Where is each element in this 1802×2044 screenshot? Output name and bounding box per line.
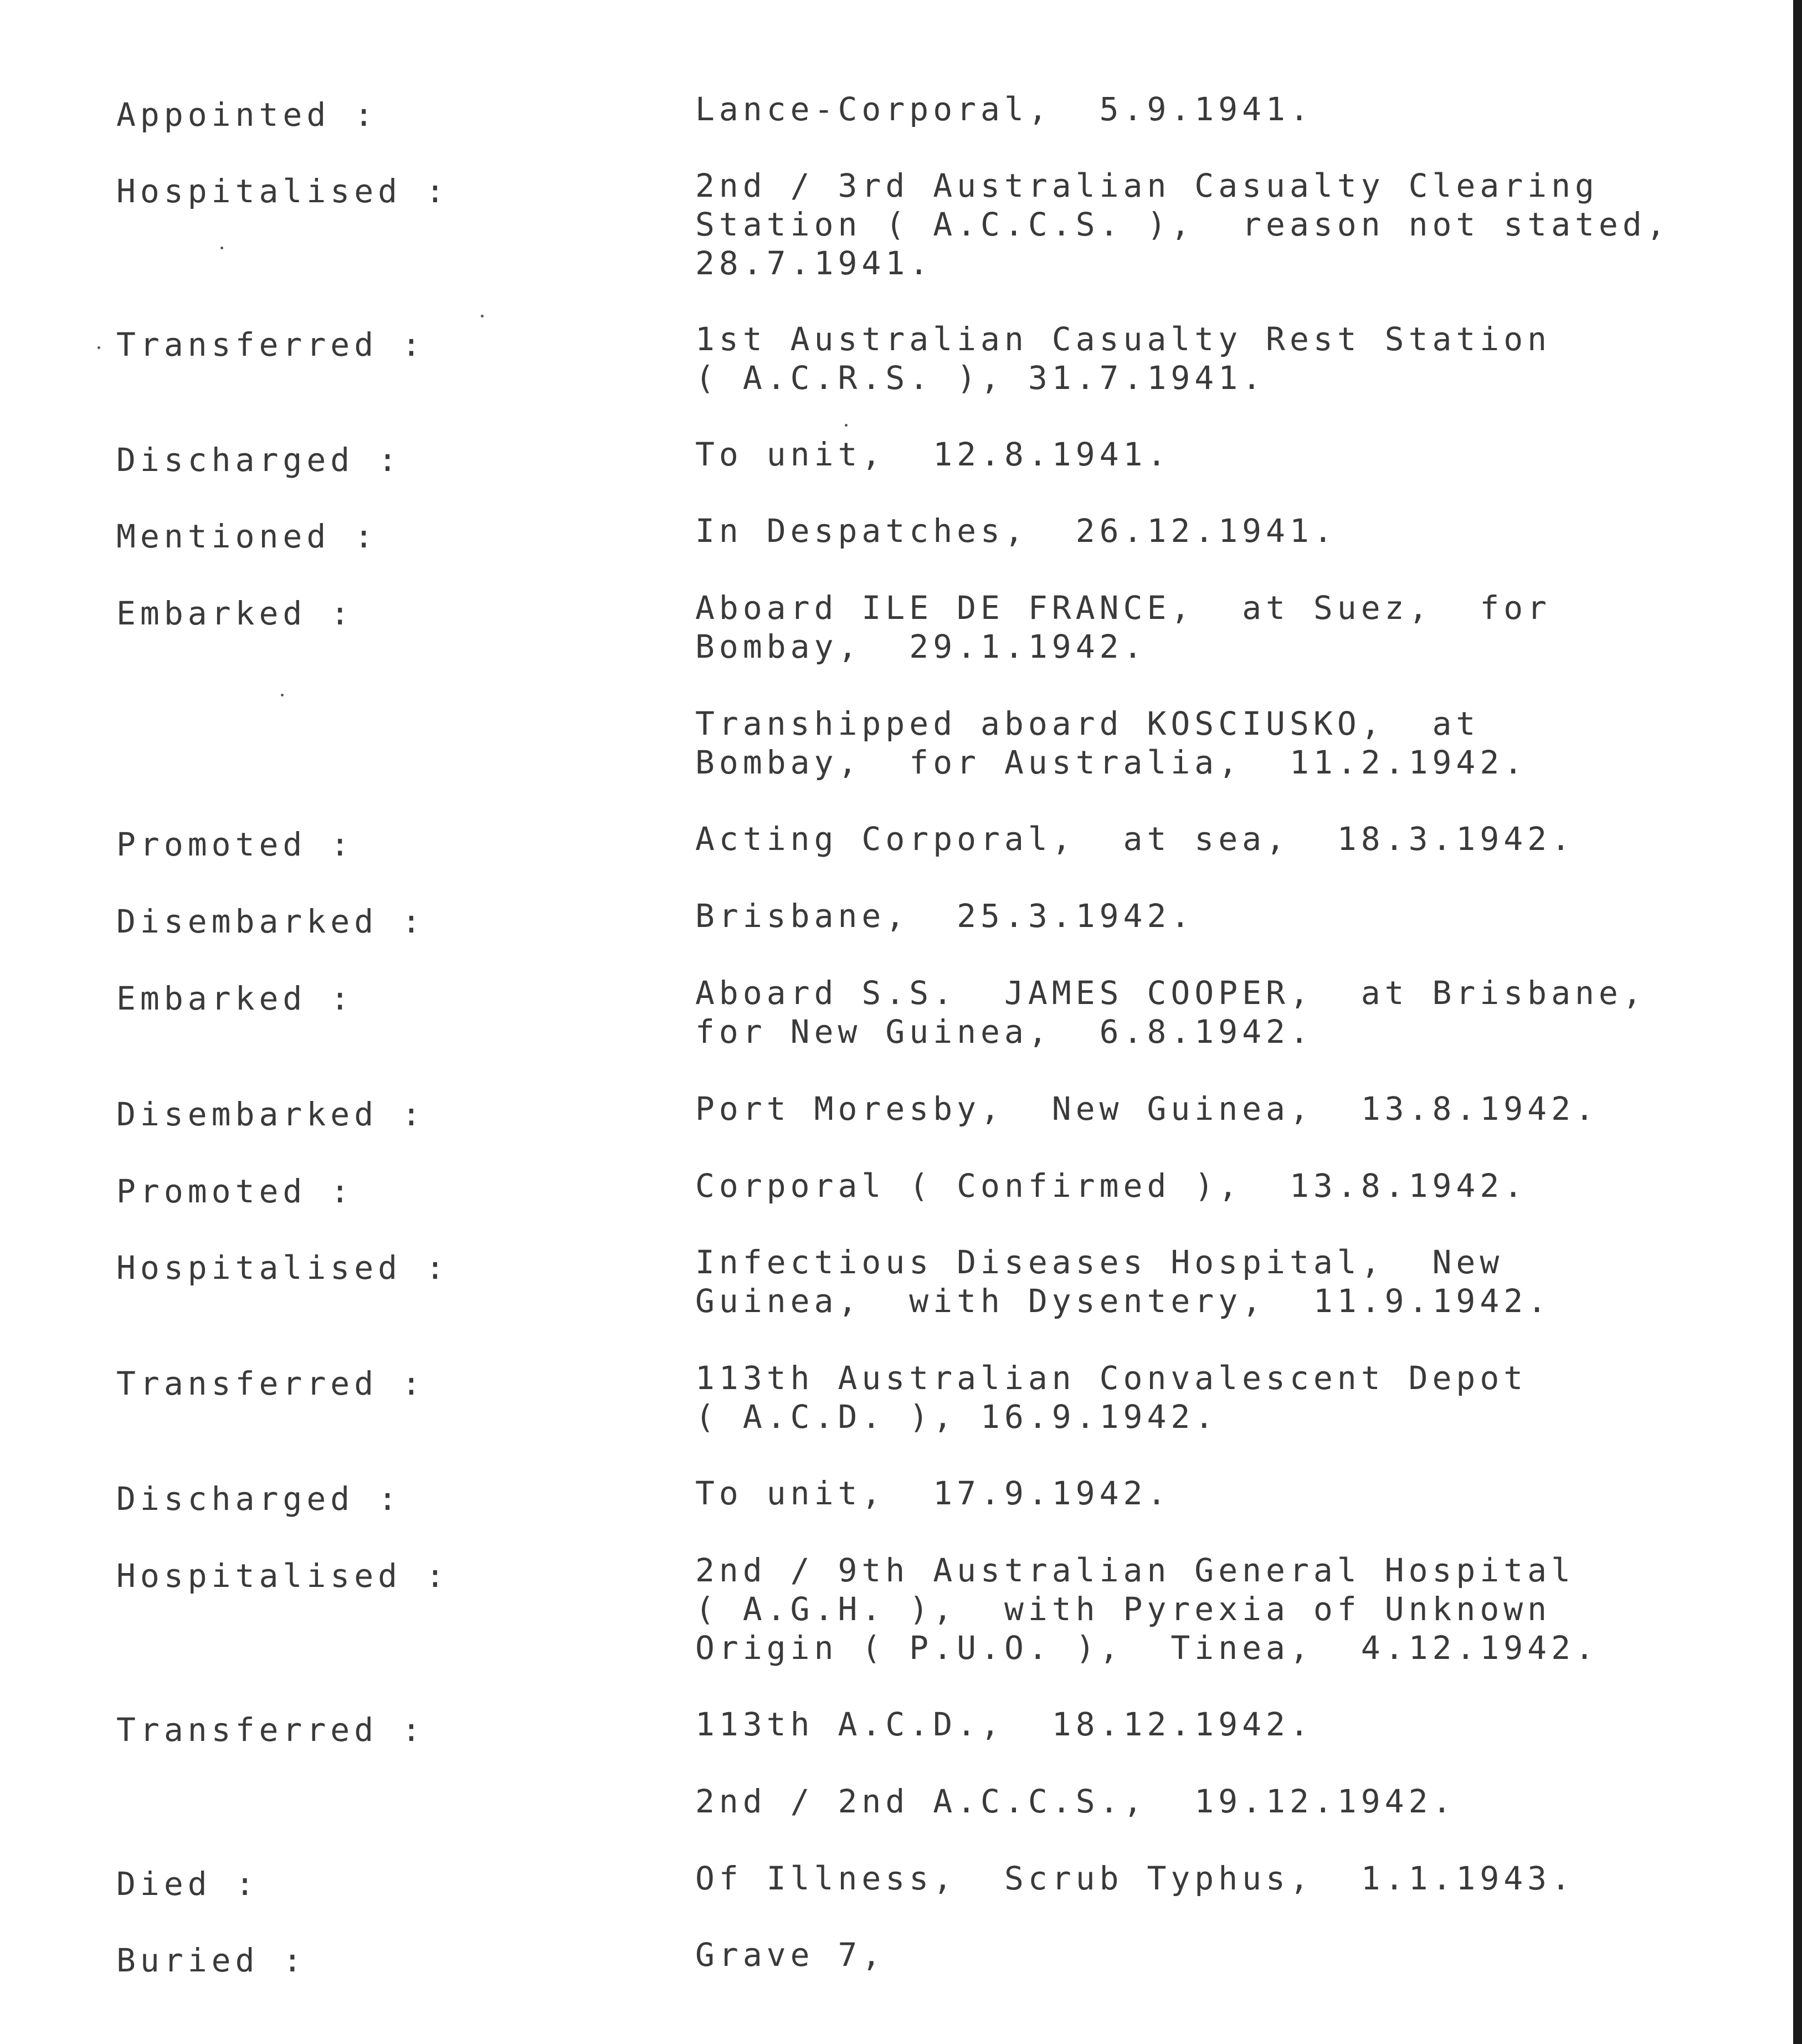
entry-text-line: 1st Australian Casualty Rest Station	[695, 320, 1552, 358]
entry-text-line: ( A.C.D. ), 16.9.1942.	[695, 1398, 1219, 1436]
entry-label: Discharged :	[116, 1480, 402, 1518]
entry-text-line: Infectious Diseases Hospital, New	[695, 1243, 1504, 1281]
entry-label: Mentioned :	[116, 518, 378, 555]
scan-speck	[97, 346, 100, 349]
entry-text-line: Bombay, for Australia, 11.2.1942.	[695, 744, 1528, 781]
scan-speck	[481, 315, 484, 317]
scan-edge	[1793, 0, 1802, 2044]
entry-text-line: 2nd / 2nd A.C.C.S., 19.12.1942.	[695, 1782, 1456, 1820]
entry-text-line: Grave 7,	[695, 1936, 886, 1974]
entry-label: Embarked :	[116, 980, 355, 1017]
entry-text-line: ( A.G.H. ), with Pyrexia of Unknown	[695, 1590, 1552, 1628]
entry-text-line: 113th Australian Convalescent Depot	[695, 1359, 1528, 1397]
scan-speck	[281, 694, 284, 696]
entry-label: Hospitalised :	[116, 172, 449, 210]
entry-text-line: 2nd / 3rd Australian Casualty Clearing	[695, 167, 1599, 204]
entry-text-line: 2nd / 9th Australian General Hospital	[695, 1551, 1575, 1589]
entry-label: Died :	[116, 1865, 259, 1903]
entry-label: Transferred :	[116, 1365, 425, 1402]
entry-text-line: Bombay, 29.1.1942.	[695, 628, 1147, 665]
entry-label: Discharged :	[116, 441, 402, 479]
entry-label: Appointed :	[116, 96, 378, 134]
entry-label: Promoted :	[116, 826, 355, 863]
entry-text-line: Port Moresby, New Guinea, 13.8.1942.	[695, 1090, 1599, 1128]
entry-text-line: 113th A.C.D., 18.12.1942.	[695, 1705, 1313, 1743]
entry-text-line: In Despatches, 26.12.1941.	[695, 512, 1337, 550]
entry-text-line: ( A.C.R.S. ), 31.7.1941.	[695, 359, 1266, 397]
entry-label: Hospitalised :	[116, 1249, 449, 1287]
entry-text-line: To unit, 17.9.1942.	[695, 1474, 1171, 1512]
entry-text-line: for New Guinea, 6.8.1942.	[695, 1013, 1313, 1051]
entry-text-line: To unit, 12.8.1941.	[695, 436, 1171, 473]
entry-text-line: Of Illness, Scrub Typhus, 1.1.1943.	[695, 1859, 1575, 1897]
scan-speck	[220, 247, 223, 249]
entry-text-line: Aboard S.S. JAMES COOPER, at Brisbane,	[695, 974, 1646, 1012]
entry-text-line: Aboard ILE DE FRANCE, at Suez, for	[695, 589, 1552, 627]
entry-label: Hospitalised :	[116, 1557, 449, 1595]
entry-label: Buried :	[116, 1941, 307, 1979]
entry-text-line: Origin ( P.U.O. ), Tinea, 4.12.1942.	[695, 1629, 1599, 1667]
entry-text-line: Station ( A.C.C.S. ), reason not stated,	[695, 206, 1670, 243]
entry-text-line: Corporal ( Confirmed ), 13.8.1942.	[695, 1167, 1528, 1205]
entry-label: Disembarked :	[116, 1095, 425, 1133]
entry-label: Promoted :	[116, 1172, 355, 1210]
entry-text-line: Guinea, with Dysentery, 11.9.1942.	[695, 1282, 1552, 1320]
entry-label: Embarked :	[116, 595, 355, 632]
entry-label: Disembarked :	[116, 903, 425, 940]
entry-label: Transferred :	[116, 1711, 425, 1749]
scan-speck	[845, 424, 848, 427]
entry-text-line: Brisbane, 25.3.1942.	[695, 897, 1195, 935]
entry-text-line: 28.7.1941.	[695, 244, 933, 282]
entry-text-line: Lance-Corporal, 5.9.1941.	[695, 90, 1313, 128]
entry-label: Transferred :	[116, 326, 425, 363]
entry-text-line: Acting Corporal, at sea, 18.3.1942.	[695, 820, 1575, 858]
entry-text-line: Transhipped aboard KOSCIUSKO, at	[695, 705, 1480, 742]
